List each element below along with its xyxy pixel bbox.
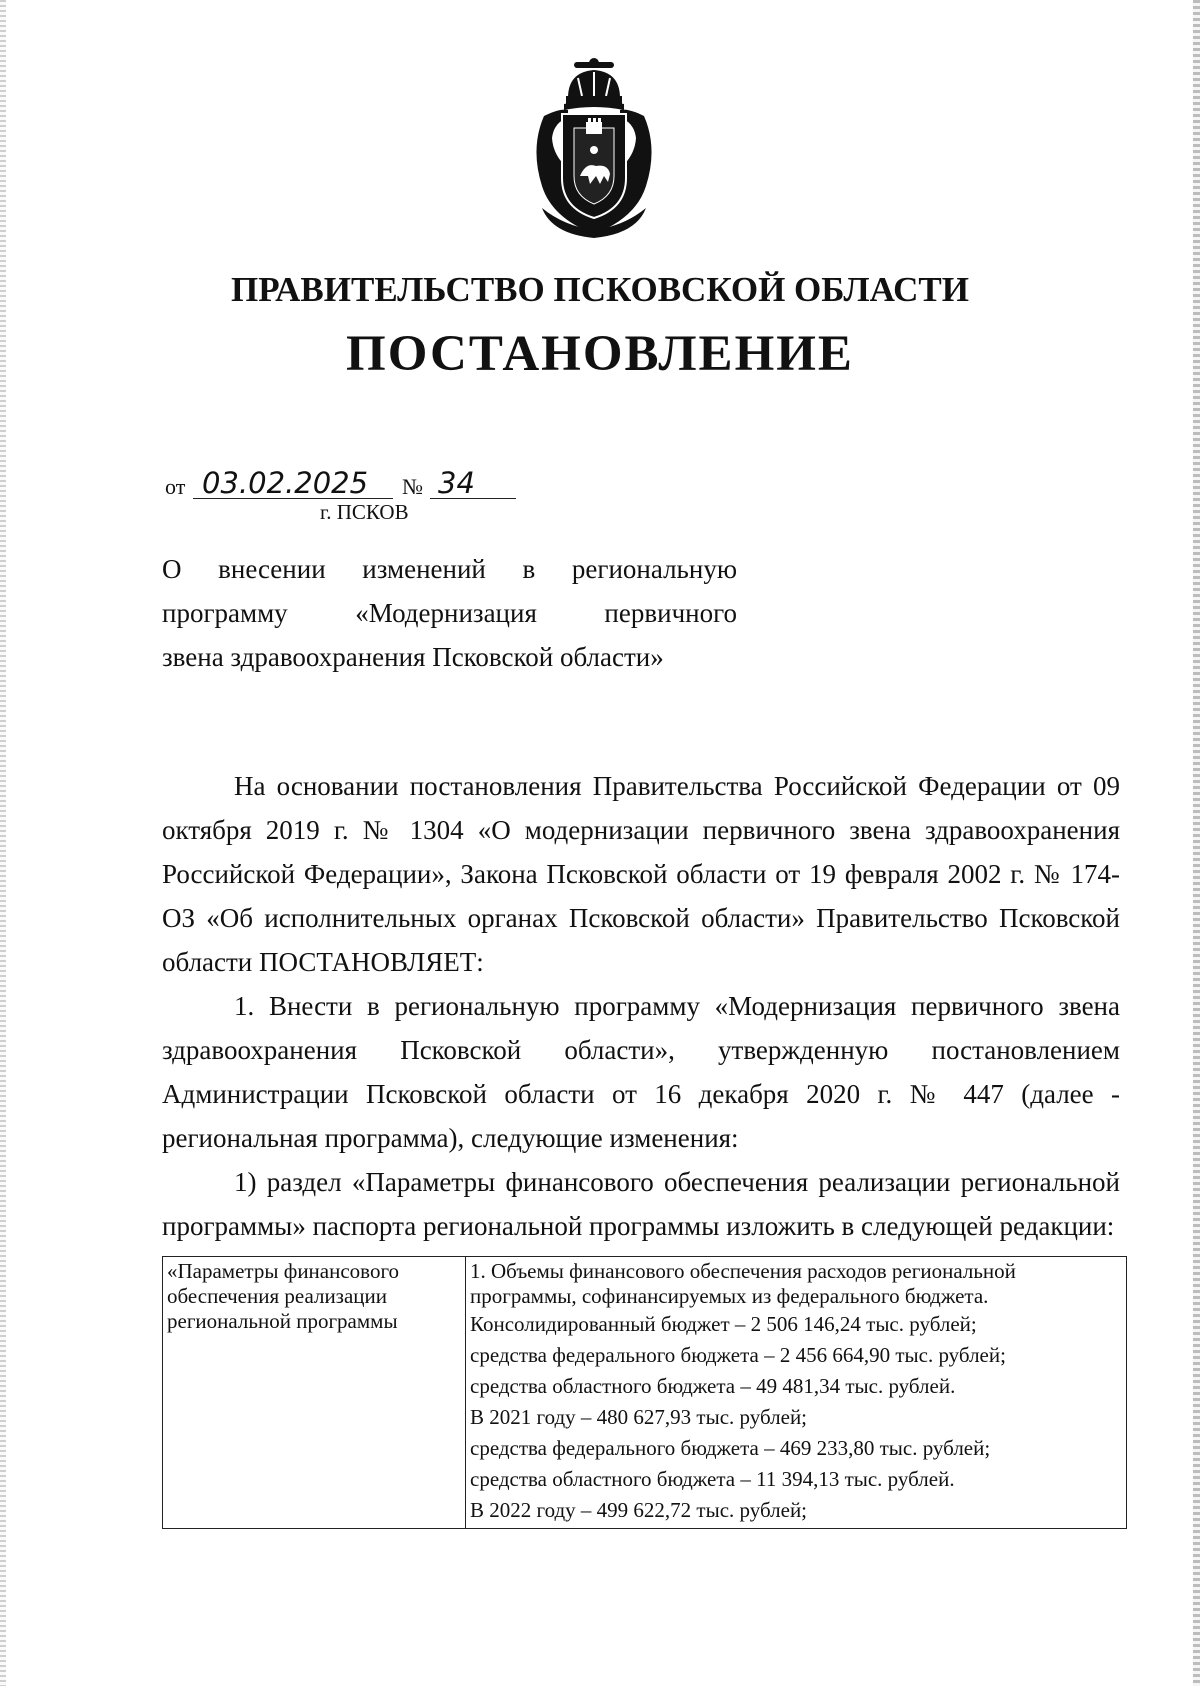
item-1-paragraph: 1. Внести в региональную программу «Модернизация первичного звена здравоохранения Псковской области», утвержденную постановлением Администрации Псковской области от 16 декабря 2020 г. № 447 (далее - региональная программа), следующие изменения: (162, 991, 1120, 1153)
table-content-cell (466, 1257, 1127, 1529)
subject-line: программу «Модернизация первичного (162, 598, 737, 628)
table-content-line: Консолидированный бюджет – 2 506 146,24 тыс. рублей; (470, 1312, 977, 1336)
subject-line: звена здравоохранения Псковской области» (162, 642, 664, 672)
item-1-1-paragraph: 1) раздел «Параметры финансового обеспечения реализации региональной программы» паспорта региональной программы изложить в следующей редакции: (162, 1167, 1120, 1241)
date-prefix: от (165, 474, 186, 499)
table-content-line: программы, софинансируемых из федерального бюджета. (470, 1284, 989, 1308)
scan-edge-left (0, 0, 6, 1686)
table-content-line: 1. Объемы финансового обеспечения расходов региональной (470, 1259, 1016, 1283)
preamble-paragraph: На основании постановления Правительства Российской Федерации от 09 октября 2019 г. № 1304 «О модернизации первичного звена здравоохранения Российской Федерации», Закона Псковской области от 19 февраля 2002 г. № 174-ОЗ «Об исполнительных органах Псковской области» Правительство Псковской области ПОСТАНОВЛЯЕТ: (162, 771, 1120, 977)
subject-line: О внесении изменений в региональную (162, 554, 737, 584)
scan-edge-right (1193, 0, 1200, 1686)
table-content-line: В 2022 году – 499 622,72 тыс. рублей; (470, 1498, 808, 1522)
document-date: 03.02.2025 (202, 466, 369, 500)
table-row (163, 1257, 1127, 1529)
document-subject (162, 547, 737, 679)
document-body (162, 764, 1120, 1248)
coat-of-arms-icon (524, 58, 664, 238)
table-label-line: «Параметры финансового (167, 1259, 400, 1283)
table-content-line: средства федерального бюджета – 2 456 664,90 тыс. рублей; (470, 1343, 1006, 1367)
table-content-line: В 2021 году – 480 627,93 тыс. рублей; (470, 1405, 808, 1429)
table-label-cell (163, 1257, 466, 1529)
table-content-line: средства областного бюджета – 11 394,13 тыс. рублей. (470, 1467, 955, 1491)
org-title: ПРАВИТЕЛЬСТВО ПСКОВСКОЙ ОБЛАСТИ (231, 270, 969, 309)
document-type-title: ПОСТАНОВЛЕНИЕ (346, 326, 854, 382)
number-prefix: № (402, 474, 423, 499)
city: г. ПСКОВ (320, 500, 409, 524)
document-number: 34 (438, 466, 475, 500)
table-label-line: региональной программы (167, 1309, 398, 1333)
table-content-line: средства федерального бюджета – 469 233,80 тыс. рублей; (470, 1436, 991, 1460)
finance-parameters-table (162, 1256, 1127, 1529)
table-label-line: обеспечения реализации (167, 1284, 388, 1308)
table-content-line: средства областного бюджета – 49 481,34 тыс. рублей. (470, 1374, 956, 1398)
